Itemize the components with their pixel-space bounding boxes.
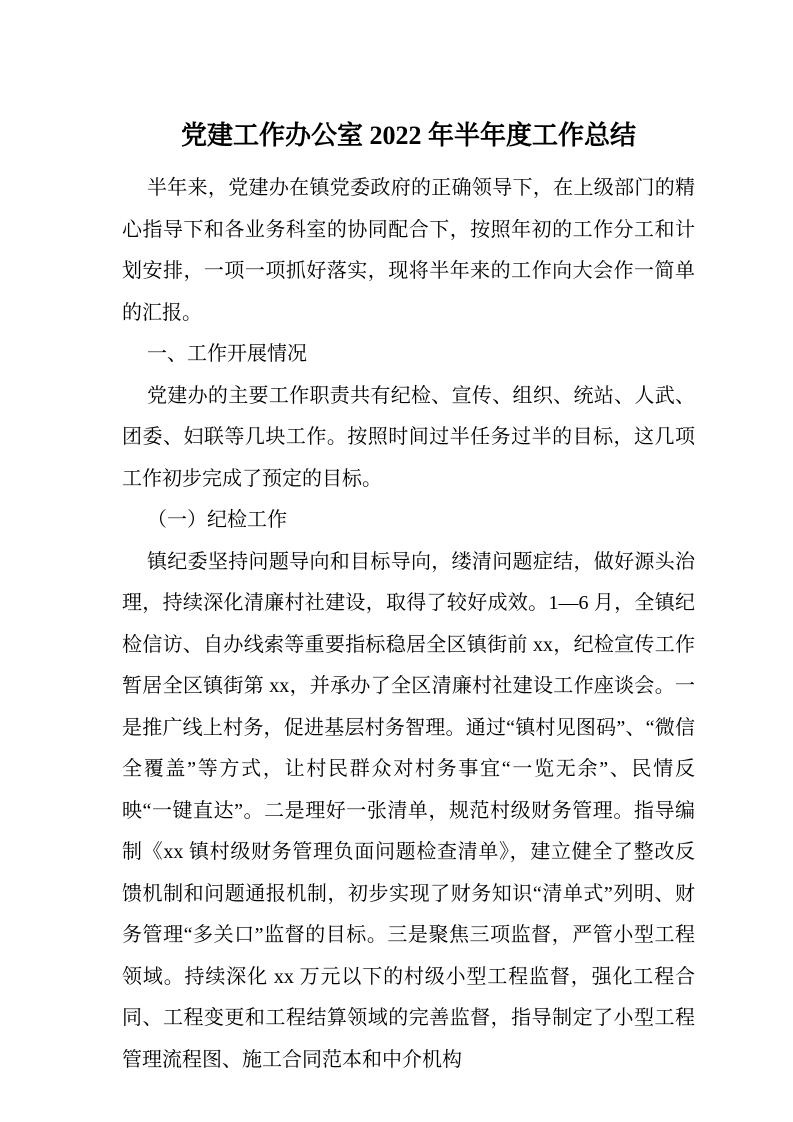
paragraph-discipline-inspection-details: 镇纪委坚持问题导向和目标导向，缕清问题症结，做好源头治理，持续深化清廉村社建设，取得了较好成效。1—6 月，全镇纪检信访、自办线索等重要指标稳居全区镇街前 xx，纪检宣传工作暂居全区镇街第 xx，并承办了全区清廉村社建设工作座谈会。一是推广线上村务，促进基层村务智理。通过“镇村见图码”、“微信全覆盖”等方式，让村民群众对村务事宜“一览无余”、民情反映“一键直达”。二是理好一张清单，规范村级财务管理。指导编制《xx 镇村级财务管理负面问题检查清单》，建立健全了整改反馈机制和问题通报机制，初步实现了财务知识“清单式”列明、财务管理“多关口”监督的目标。三是聚焦三项监督，严管小型工程领域。持续深化 xx 万元以下的村级小型工程监督，强化工程合同、工程变更和工程结算领域的完善监督，指导制定了小型工程管理流程图、施工合同范本和中介机构: [122, 550, 695, 1071]
subsection-heading-discipline-inspection: （一）纪检工作: [147, 509, 287, 531]
paragraph-responsibilities: 党建办的主要工作职责共有纪检、宣传、组织、统站、人武、团委、妇联等几块工作。按照时间过半任务过半的目标，这几项工作初步完成了预定的目标。: [122, 384, 695, 490]
section-heading-work-progress: 一、工作开展情况: [147, 343, 307, 365]
paragraph-intro: 半年来，党建办在镇党委政府的正确领导下，在上级部门的精心指导下和各业务科室的协同配合下，按照年初的工作分工和计划安排，一项一项抓好落实，现将半年来的工作向大会作一简单的汇报。: [122, 177, 695, 324]
document-title: 党建工作办公室 2022 年半年度工作总结: [180, 121, 636, 150]
